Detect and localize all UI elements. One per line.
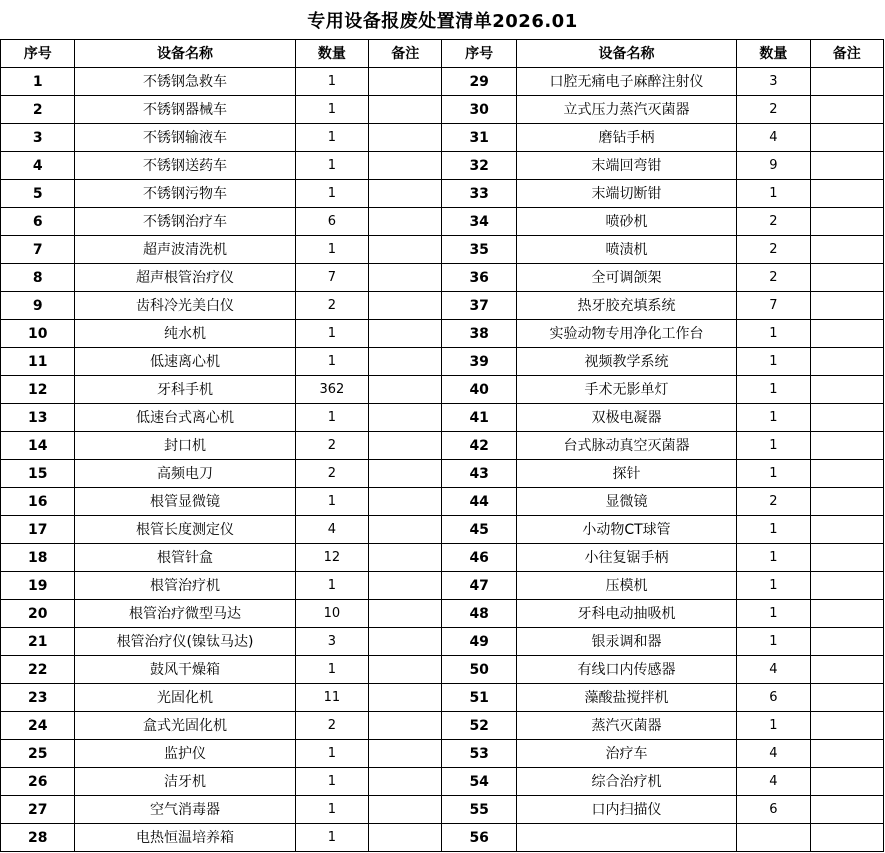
table-row [1,824,884,852]
cell-seq-right[interactable]: 52 [442,712,516,740]
cell-name-left[interactable]: 根管针盒 [75,544,295,572]
cell-name-right[interactable]: 压模机 [516,572,736,600]
cell-seq-left[interactable]: 3 [1,124,75,152]
cell-qty-right[interactable]: 1 [737,544,810,572]
cell-note-left[interactable] [369,796,442,824]
header-note-right: 备注 [810,40,883,68]
cell-name-left[interactable]: 鼓风干燥箱 [75,656,295,684]
cell-qty-right[interactable]: 1 [737,712,810,740]
cell-note-left[interactable] [369,348,442,376]
cell-name-left[interactable]: 不锈钢治疗车 [75,208,295,236]
cell-name-right[interactable]: 热牙胶充填系统 [516,292,736,320]
cell-seq-right[interactable]: 51 [442,684,516,712]
cell-note-right[interactable] [810,656,883,684]
cell-seq-right[interactable]: 39 [442,348,516,376]
cell-seq-left[interactable]: 19 [1,572,75,600]
cell-name-left[interactable]: 低速台式离心机 [75,404,295,432]
cell-qty-right[interactable]: 1 [737,320,810,348]
cell-qty-right[interactable]: 2 [737,264,810,292]
cell-seq-left[interactable]: 20 [1,600,75,628]
cell-note-left[interactable] [369,208,442,236]
cell-name-left[interactable]: 不锈钢器械车 [75,96,295,124]
cell-name-left[interactable]: 监护仪 [75,740,295,768]
cell-name-right[interactable] [516,824,736,852]
cell-note-right[interactable] [810,432,883,460]
table-row [1,544,884,572]
cell-note-left[interactable] [369,684,442,712]
cell-seq-right[interactable]: 30 [442,96,516,124]
cell-name-right[interactable]: 喷渍机 [516,236,736,264]
cell-qty-left[interactable]: 1 [295,124,368,152]
cell-name-left[interactable]: 光固化机 [75,684,295,712]
cell-qty-right[interactable]: 4 [737,124,810,152]
cell-note-left[interactable] [369,292,442,320]
cell-note-right[interactable] [810,124,883,152]
cell-note-right[interactable] [810,236,883,264]
cell-note-right[interactable] [810,628,883,656]
cell-name-right[interactable]: 实验动物专用净化工作台 [516,320,736,348]
cell-qty-right[interactable]: 1 [737,404,810,432]
table-row [1,796,884,824]
cell-name-left[interactable]: 低速离心机 [75,348,295,376]
table-row [1,572,884,600]
cell-note-right[interactable] [810,320,883,348]
cell-qty-right[interactable]: 1 [737,348,810,376]
cell-name-right[interactable]: 银汞调和器 [516,628,736,656]
cell-seq-left[interactable]: 12 [1,376,75,404]
cell-name-right[interactable]: 治疗车 [516,740,736,768]
cell-seq-left[interactable]: 2 [1,96,75,124]
cell-note-left[interactable] [369,404,442,432]
cell-qty-right[interactable]: 1 [737,376,810,404]
cell-seq-left[interactable]: 13 [1,404,75,432]
cell-note-right[interactable] [810,404,883,432]
cell-seq-left[interactable]: 22 [1,656,75,684]
table-row [1,600,884,628]
cell-qty-left[interactable]: 1 [295,768,368,796]
cell-name-left[interactable]: 洁牙机 [75,768,295,796]
table-row [1,376,884,404]
cell-name-right[interactable]: 显微镜 [516,488,736,516]
cell-qty-right[interactable]: 2 [737,236,810,264]
cell-qty-right[interactable]: 1 [737,516,810,544]
cell-qty-left[interactable]: 1 [295,348,368,376]
cell-seq-left[interactable]: 27 [1,796,75,824]
cell-seq-left[interactable]: 8 [1,264,75,292]
cell-seq-right[interactable]: 48 [442,600,516,628]
table-row [1,460,884,488]
cell-name-left[interactable]: 齿科冷光美白仪 [75,292,295,320]
cell-note-right[interactable] [810,460,883,488]
cell-qty-right[interactable]: 2 [737,96,810,124]
cell-note-left[interactable] [369,488,442,516]
table-row [1,628,884,656]
cell-note-left[interactable] [369,544,442,572]
cell-note-right[interactable] [810,740,883,768]
cell-qty-left[interactable]: 1 [295,404,368,432]
cell-name-left[interactable]: 根管显微镜 [75,488,295,516]
cell-seq-left[interactable]: 14 [1,432,75,460]
cell-qty-left[interactable]: 6 [295,208,368,236]
cell-note-left[interactable] [369,432,442,460]
cell-seq-right[interactable]: 33 [442,180,516,208]
cell-seq-right[interactable]: 45 [442,516,516,544]
cell-note-left[interactable] [369,768,442,796]
cell-seq-left[interactable]: 4 [1,152,75,180]
header-row [1,40,884,68]
cell-seq-left[interactable]: 6 [1,208,75,236]
cell-note-right[interactable] [810,516,883,544]
cell-seq-left[interactable]: 16 [1,488,75,516]
cell-note-left[interactable] [369,376,442,404]
cell-note-left[interactable] [369,180,442,208]
cell-seq-right[interactable]: 36 [442,264,516,292]
cell-seq-right[interactable]: 40 [442,376,516,404]
cell-seq-left[interactable]: 7 [1,236,75,264]
header-name-right: 设备名称 [516,40,736,68]
cell-name-left[interactable]: 纯水机 [75,320,295,348]
cell-note-right[interactable] [810,96,883,124]
cell-seq-right[interactable]: 43 [442,460,516,488]
cell-note-right[interactable] [810,600,883,628]
cell-name-left[interactable]: 不锈钢急救车 [75,68,295,96]
table-row [1,656,884,684]
cell-qty-right[interactable]: 2 [737,208,810,236]
cell-note-right[interactable] [810,572,883,600]
cell-name-left[interactable]: 超声波清洗机 [75,236,295,264]
table-row [1,68,884,96]
cell-note-right[interactable] [810,796,883,824]
cell-note-left[interactable] [369,740,442,768]
table-row [1,740,884,768]
cell-name-right[interactable]: 磨钻手柄 [516,124,736,152]
cell-qty-left[interactable]: 2 [295,432,368,460]
cell-note-right[interactable] [810,544,883,572]
cell-seq-right[interactable]: 54 [442,768,516,796]
table-row [1,768,884,796]
cell-name-right[interactable]: 立式压力蒸汽灭菌器 [516,96,736,124]
cell-seq-left[interactable]: 10 [1,320,75,348]
table-row [1,264,884,292]
cell-seq-left[interactable]: 11 [1,348,75,376]
cell-name-right[interactable]: 手术无影单灯 [516,376,736,404]
cell-name-right[interactable]: 蒸汽灭菌器 [516,712,736,740]
cell-qty-right[interactable]: 4 [737,740,810,768]
cell-name-right[interactable]: 小动物CT球管 [516,516,736,544]
cell-qty-left[interactable]: 362 [295,376,368,404]
table-row [1,208,884,236]
table-row [1,348,884,376]
cell-note-left[interactable] [369,96,442,124]
header-note-left: 备注 [369,40,442,68]
table-row [1,292,884,320]
header-qty-right: 数量 [737,40,810,68]
cell-note-left[interactable] [369,124,442,152]
cell-seq-right[interactable]: 41 [442,404,516,432]
cell-note-right[interactable] [810,264,883,292]
cell-qty-left[interactable]: 1 [295,236,368,264]
table-row [1,712,884,740]
cell-note-left[interactable] [369,628,442,656]
cell-name-left[interactable]: 根管治疗仪(镍钛马达) [75,628,295,656]
cell-qty-left[interactable]: 11 [295,684,368,712]
cell-note-left[interactable] [369,264,442,292]
cell-qty-left[interactable]: 3 [295,628,368,656]
cell-note-right[interactable] [810,68,883,96]
cell-seq-right[interactable]: 53 [442,740,516,768]
cell-qty-left[interactable]: 2 [295,460,368,488]
cell-qty-right[interactable]: 1 [737,628,810,656]
cell-qty-right[interactable]: 3 [737,68,810,96]
cell-note-left[interactable] [369,824,442,852]
table-row [1,320,884,348]
cell-qty-right[interactable]: 6 [737,796,810,824]
table-row [1,516,884,544]
sheet-title: 专用设备报废处置清单2026.01 [307,10,578,32]
cell-seq-left[interactable]: 1 [1,68,75,96]
cell-seq-left[interactable]: 9 [1,292,75,320]
cell-name-right[interactable]: 双极电凝器 [516,404,736,432]
cell-seq-left[interactable]: 25 [1,740,75,768]
table-row [1,404,884,432]
cell-seq-left[interactable]: 5 [1,180,75,208]
cell-seq-right[interactable]: 38 [442,320,516,348]
cell-name-right[interactable]: 牙科电动抽吸机 [516,600,736,628]
table-body [1,68,884,852]
cell-name-right[interactable]: 喷砂机 [516,208,736,236]
cell-name-right[interactable]: 综合治疗机 [516,768,736,796]
cell-qty-right[interactable]: 1 [737,572,810,600]
cell-seq-right[interactable]: 44 [442,488,516,516]
cell-qty-left[interactable]: 2 [295,292,368,320]
cell-note-right[interactable] [810,208,883,236]
cell-note-right[interactable] [810,348,883,376]
cell-seq-right[interactable]: 32 [442,152,516,180]
cell-qty-left[interactable]: 4 [295,516,368,544]
table-row [1,488,884,516]
cell-qty-left[interactable]: 1 [295,740,368,768]
table-row [1,432,884,460]
cell-name-left[interactable]: 根管治疗机 [75,572,295,600]
cell-seq-left[interactable]: 28 [1,824,75,852]
cell-name-left[interactable]: 不锈钢送药车 [75,152,295,180]
cell-qty-left[interactable]: 1 [295,68,368,96]
cell-note-right[interactable] [810,180,883,208]
equipment-table [0,39,884,852]
cell-qty-left[interactable]: 1 [295,824,368,852]
cell-qty-left[interactable]: 1 [295,96,368,124]
table-row [1,236,884,264]
cell-qty-right[interactable]: 9 [737,152,810,180]
cell-qty-right[interactable]: 4 [737,768,810,796]
header-name-left: 设备名称 [75,40,295,68]
cell-seq-right[interactable]: 55 [442,796,516,824]
cell-note-right[interactable] [810,684,883,712]
cell-note-left[interactable] [369,572,442,600]
cell-qty-right[interactable]: 7 [737,292,810,320]
cell-qty-right[interactable] [737,824,810,852]
cell-note-right[interactable] [810,824,883,852]
cell-qty-left[interactable]: 1 [295,488,368,516]
cell-note-right[interactable] [810,768,883,796]
cell-name-right[interactable]: 口腔无痛电子麻醉注射仪 [516,68,736,96]
cell-qty-left[interactable]: 7 [295,264,368,292]
cell-qty-left[interactable]: 1 [295,572,368,600]
cell-seq-left[interactable]: 26 [1,768,75,796]
cell-name-left[interactable]: 不锈钢输液车 [75,124,295,152]
cell-note-left[interactable] [369,712,442,740]
cell-seq-right[interactable]: 46 [442,544,516,572]
cell-note-left[interactable] [369,656,442,684]
table-row [1,684,884,712]
cell-seq-left[interactable]: 23 [1,684,75,712]
cell-name-left[interactable]: 超声根管治疗仪 [75,264,295,292]
cell-qty-right[interactable]: 1 [737,460,810,488]
cell-seq-right[interactable]: 37 [442,292,516,320]
cell-name-left[interactable]: 高频电刀 [75,460,295,488]
cell-seq-right[interactable]: 29 [442,68,516,96]
cell-name-left[interactable]: 电热恒温培养箱 [75,824,295,852]
cell-name-right[interactable]: 口内扫描仪 [516,796,736,824]
cell-name-left[interactable]: 封口机 [75,432,295,460]
cell-note-left[interactable] [369,236,442,264]
cell-name-left[interactable]: 牙科手机 [75,376,295,404]
cell-name-right[interactable]: 有线口内传感器 [516,656,736,684]
cell-note-left[interactable] [369,152,442,180]
cell-seq-right[interactable]: 35 [442,236,516,264]
cell-qty-left[interactable]: 1 [295,796,368,824]
cell-qty-left[interactable]: 1 [295,320,368,348]
cell-note-right[interactable] [810,152,883,180]
table-row [1,124,884,152]
cell-seq-left[interactable]: 21 [1,628,75,656]
cell-qty-right[interactable]: 6 [737,684,810,712]
cell-note-left[interactable] [369,600,442,628]
cell-note-right[interactable] [810,376,883,404]
cell-qty-right[interactable]: 2 [737,488,810,516]
cell-qty-left[interactable]: 12 [295,544,368,572]
header-qty-left: 数量 [295,40,368,68]
cell-seq-left[interactable]: 24 [1,712,75,740]
cell-name-right[interactable]: 全可调颌架 [516,264,736,292]
cell-note-right[interactable] [810,292,883,320]
cell-qty-left[interactable]: 2 [295,712,368,740]
cell-seq-right[interactable]: 49 [442,628,516,656]
cell-note-right[interactable] [810,488,883,516]
header-seq-right: 序号 [442,40,516,68]
cell-name-right[interactable]: 探针 [516,460,736,488]
cell-seq-right[interactable]: 34 [442,208,516,236]
cell-seq-left[interactable]: 15 [1,460,75,488]
cell-name-left[interactable]: 根管长度测定仪 [75,516,295,544]
cell-seq-right[interactable]: 56 [442,824,516,852]
cell-name-right[interactable]: 小往复锯手柄 [516,544,736,572]
cell-seq-right[interactable]: 47 [442,572,516,600]
cell-qty-right[interactable]: 1 [737,432,810,460]
cell-seq-left[interactable]: 18 [1,544,75,572]
cell-qty-left[interactable]: 1 [295,180,368,208]
cell-seq-right[interactable]: 50 [442,656,516,684]
cell-note-left[interactable] [369,460,442,488]
table-row [1,180,884,208]
cell-qty-left[interactable]: 10 [295,600,368,628]
cell-name-left[interactable]: 盒式光固化机 [75,712,295,740]
cell-seq-right[interactable]: 31 [442,124,516,152]
cell-name-right[interactable]: 末端回弯钳 [516,152,736,180]
cell-qty-right[interactable]: 1 [737,180,810,208]
cell-name-right[interactable]: 藻酸盐搅拌机 [516,684,736,712]
cell-qty-left[interactable]: 1 [295,656,368,684]
cell-note-left[interactable] [369,320,442,348]
cell-qty-left[interactable]: 1 [295,152,368,180]
cell-qty-right[interactable]: 4 [737,656,810,684]
cell-seq-right[interactable]: 42 [442,432,516,460]
cell-name-left[interactable]: 空气消毒器 [75,796,295,824]
cell-name-left[interactable]: 不锈钢污物车 [75,180,295,208]
cell-note-left[interactable] [369,68,442,96]
cell-note-right[interactable] [810,712,883,740]
cell-name-right[interactable]: 末端切断钳 [516,180,736,208]
table-row [1,152,884,180]
cell-seq-left[interactable]: 17 [1,516,75,544]
cell-name-right[interactable]: 视频教学系统 [516,348,736,376]
table-row [1,96,884,124]
cell-note-left[interactable] [369,516,442,544]
header-seq-left: 序号 [1,40,75,68]
cell-name-right[interactable]: 台式脉动真空灭菌器 [516,432,736,460]
cell-name-left[interactable]: 根管治疗微型马达 [75,600,295,628]
cell-qty-right[interactable]: 1 [737,600,810,628]
